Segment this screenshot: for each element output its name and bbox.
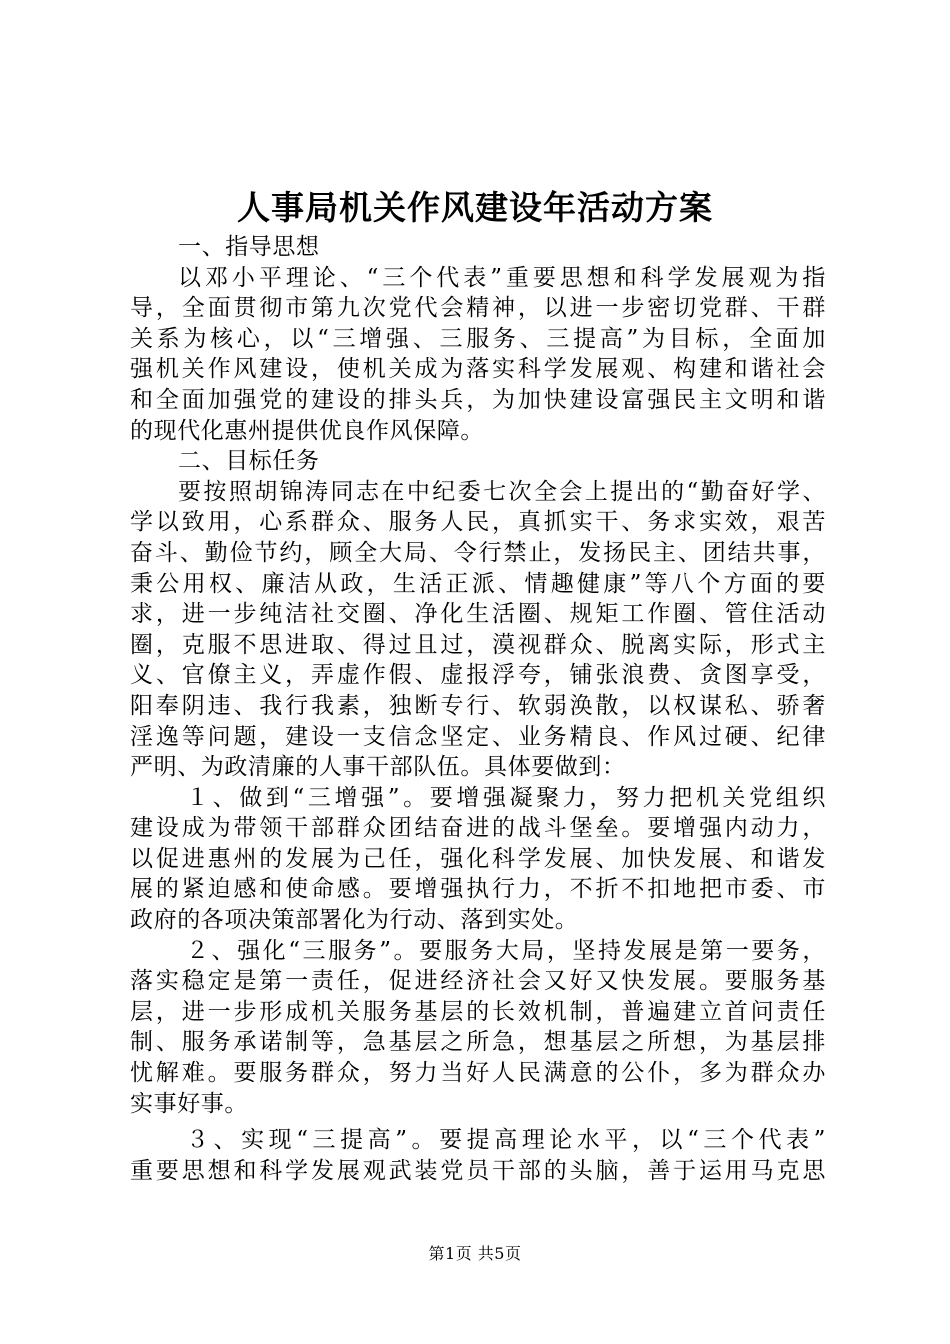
list-item-line: 重要思想和科学发展观武装党员干部的头脑，善于运用马克思 xyxy=(130,1157,826,1184)
paragraph-line: 以邓小平理论、“三个代表”重要思想和科学发展观为指 xyxy=(178,264,826,291)
paragraph-line: 严明、为政清廉的人事干部队伍。具体要做到： xyxy=(130,754,626,781)
list-item-line: 落实稳定是第一责任，促进经济社会又好又快发展。要服务基 xyxy=(130,968,826,995)
paragraph-line: 强机关作风建设，使机关成为落实科学发展观、构建和谐社会 xyxy=(130,356,826,383)
paragraph-line: 淫逸等问题，建设一支信念坚定、业务精良、作风过硬、纪律 xyxy=(130,723,826,750)
list-item-line: 层，进一步形成机关服务基层的长效机制，普遍建立首问责任 xyxy=(130,998,826,1025)
page-footer: 第1页 共5页 xyxy=(428,1244,522,1263)
section-heading: 二、目标任务 xyxy=(178,448,320,475)
list-item-line: １、做到“三增强”。要增强凝聚力，努力把机关党组织 xyxy=(186,784,826,811)
document-title: 人事局机关作风建设年活动方案 xyxy=(237,188,713,227)
list-item-line: 展的紧迫感和使命感。要增强执行力，不折不扣地把市委、市 xyxy=(130,876,826,903)
document-body xyxy=(130,232,826,1186)
paragraph-line: 关系为核心，以“三增强、三服务、三提高”为目标，全面加 xyxy=(130,325,826,352)
list-item-line: 制、服务承诺制等，急基层之所急，想基层之所想，为基层排 xyxy=(130,1029,826,1056)
paragraph-line: 阳奉阴违、我行我素，独断专行、软弱涣散，以权谋私、骄奢 xyxy=(130,692,826,719)
list-item-line: 忧解难。要服务群众，努力当好人民满意的公仆，多为群众办 xyxy=(130,1060,826,1087)
paragraph-line: 导，全面贯彻市第九次党代会精神，以进一步密切党群、干群 xyxy=(130,295,826,322)
list-item-line: 建设成为带领干部群众团结奋进的战斗堡垒。要增强内动力， xyxy=(130,815,826,842)
paragraph-line: 和全面加强党的建设的排头兵，为加快建设富强民主文明和谐 xyxy=(130,386,826,413)
paragraph-line: 的现代化惠州提供优良作风保障。 xyxy=(130,417,484,444)
paragraph-line: 学以致用，心系群众、服务人民，真抓实干、务求实效，艰苦 xyxy=(130,509,826,536)
paragraph-line: 奋斗、勤俭节约，顾全大局、令行禁止，发扬民主、团结共事， xyxy=(130,539,826,566)
paragraph-line: 秉公用权、廉洁从政，生活正派、情趣健康”等八个方面的要 xyxy=(130,570,826,597)
list-item-line: 政府的各项决策部署化为行动、落到实处。 xyxy=(130,907,579,934)
list-item-line: 实事好事。 xyxy=(130,1090,248,1117)
list-item-line: 以促进惠州的发展为己任，强化科学发展、加快发展、和谐发 xyxy=(130,845,826,872)
paragraph-line: 义、官僚主义，弄虚作假、虚报浮夸，铺张浪费、贪图享受， xyxy=(130,662,826,689)
list-item-line: ２、强化“三服务”。要服务大局，坚持发展是第一要务， xyxy=(186,937,826,964)
list-item-line: ３、实现“三提高”。要提高理论水平，以“三个代表” xyxy=(186,1127,826,1154)
paragraph-line: 求，进一步纯洁社交圈、净化生活圈、规矩工作圈、管住活动 xyxy=(130,601,826,628)
paragraph-line: 圈，克服不思进取、得过且过，漠视群众、脱离实际，形式主 xyxy=(130,631,826,658)
section-heading: 一、指导思想 xyxy=(178,234,320,260)
paragraph-line: 要按照胡锦涛同志在中纪委七次全会上提出的“勤奋好学、 xyxy=(178,478,826,505)
